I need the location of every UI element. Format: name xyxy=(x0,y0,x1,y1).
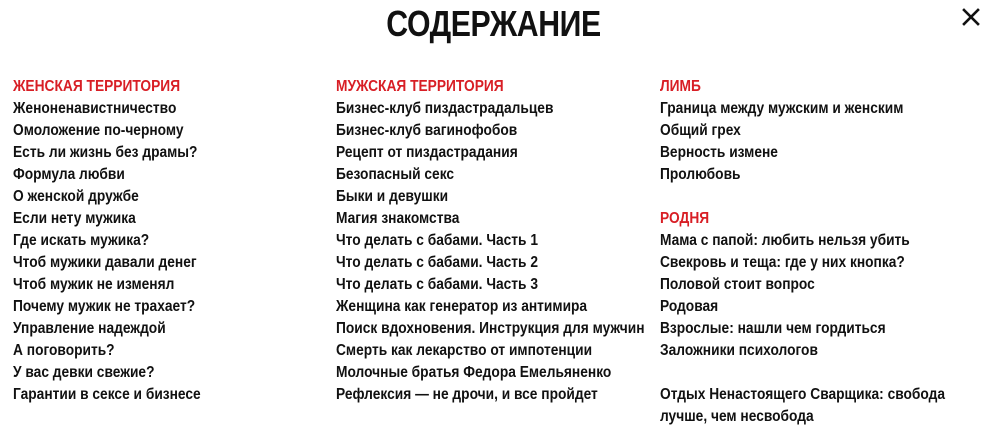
section-heading-family: РОДНЯ xyxy=(660,210,710,227)
toc-link[interactable]: Быки и девушки xyxy=(336,188,449,205)
toc-link[interactable]: А поговорить? xyxy=(13,342,115,359)
toc-link[interactable]: Управление надеждой xyxy=(13,320,166,337)
section-heading-limb: ЛИМБ xyxy=(660,78,701,95)
toc-link[interactable]: Магия знакомства xyxy=(336,210,460,227)
toc-link[interactable]: Смерть как лекарство от импотенции xyxy=(336,342,593,359)
section-spacer xyxy=(660,362,987,384)
toc-link[interactable]: Где искать мужика? xyxy=(13,232,150,249)
toc-link[interactable]: Омоложение по-черному xyxy=(13,122,184,139)
toc-link[interactable]: Рефлексия — не дрочи, и все пройдет xyxy=(336,386,598,403)
limb-family-section xyxy=(660,76,987,428)
toc-link[interactable]: Есть ли жизнь без драмы? xyxy=(13,144,198,161)
toc-link[interactable]: Пролюбовь xyxy=(660,166,741,183)
toc-link[interactable]: Бизнес-клуб вагинофобов xyxy=(336,122,518,139)
toc-link[interactable]: Женщина как генератор из антимира xyxy=(336,298,588,315)
toc-link[interactable]: Почему мужик не трахает? xyxy=(13,298,196,315)
toc-link[interactable]: Женоненавистничество xyxy=(13,100,177,117)
toc-link[interactable]: У вас девки свежие? xyxy=(13,364,155,381)
toc-link[interactable]: О женской дружбе xyxy=(13,188,139,205)
men-section xyxy=(336,76,666,406)
toc-link[interactable]: Взрослые: нашли чем гордиться xyxy=(660,320,886,337)
toc-link[interactable]: Безопасный секс xyxy=(336,166,455,183)
toc-link[interactable]: Чтоб мужик не изменял xyxy=(13,276,175,293)
toc-link[interactable]: Поиск вдохновения. Инструкция для мужчин xyxy=(336,320,645,337)
section-spacer xyxy=(660,186,987,208)
toc-link[interactable]: Заложники психологов xyxy=(660,342,818,359)
toc-link[interactable]: Общий грех xyxy=(660,122,741,139)
section-heading-men: МУЖСКАЯ ТЕРРИТОРИЯ xyxy=(336,78,504,95)
toc-link[interactable]: Мама с папой: любить нельзя убить xyxy=(660,232,910,249)
toc-link[interactable]: Гарантии в сексе и бизнесе xyxy=(13,386,201,403)
section-heading-women: ЖЕНСКАЯ ТЕРРИТОРИЯ xyxy=(13,78,181,95)
toc-link[interactable]: Свекровь и теща: где у них кнопка? xyxy=(660,254,905,271)
toc-link-extra[interactable]: Отдых Ненастоящего Сварщика: свобода лучше, чем несвобода xyxy=(660,386,946,425)
toc-link[interactable]: Что делать с бабами. Часть 3 xyxy=(336,276,538,293)
toc-link[interactable]: Если нету мужика xyxy=(13,210,136,227)
toc-link[interactable]: Чтоб мужики давали денег xyxy=(13,254,197,271)
toc-link[interactable]: Молочные братья Федора Емельяненко xyxy=(336,364,612,381)
toc-link[interactable]: Формула любви xyxy=(13,166,125,183)
toc-link[interactable]: Рецепт от пиздастрадания xyxy=(336,144,518,161)
toc-link[interactable]: Что делать с бабами. Часть 1 xyxy=(336,232,538,249)
toc-link[interactable]: Что делать с бабами. Часть 2 xyxy=(336,254,538,271)
toc-link[interactable]: Родовая xyxy=(660,298,719,315)
toc-link[interactable]: Граница между мужским и женским xyxy=(660,100,904,117)
toc-link[interactable]: Половой стоит вопрос xyxy=(660,276,815,293)
page-title: СОДЕРЖАНИЕ xyxy=(386,3,601,44)
women-section xyxy=(13,76,343,406)
toc-link[interactable]: Верность измене xyxy=(660,144,778,161)
close-icon[interactable] xyxy=(960,6,982,28)
toc-link[interactable]: Бизнес-клуб пиздастрадальцев xyxy=(336,100,554,117)
